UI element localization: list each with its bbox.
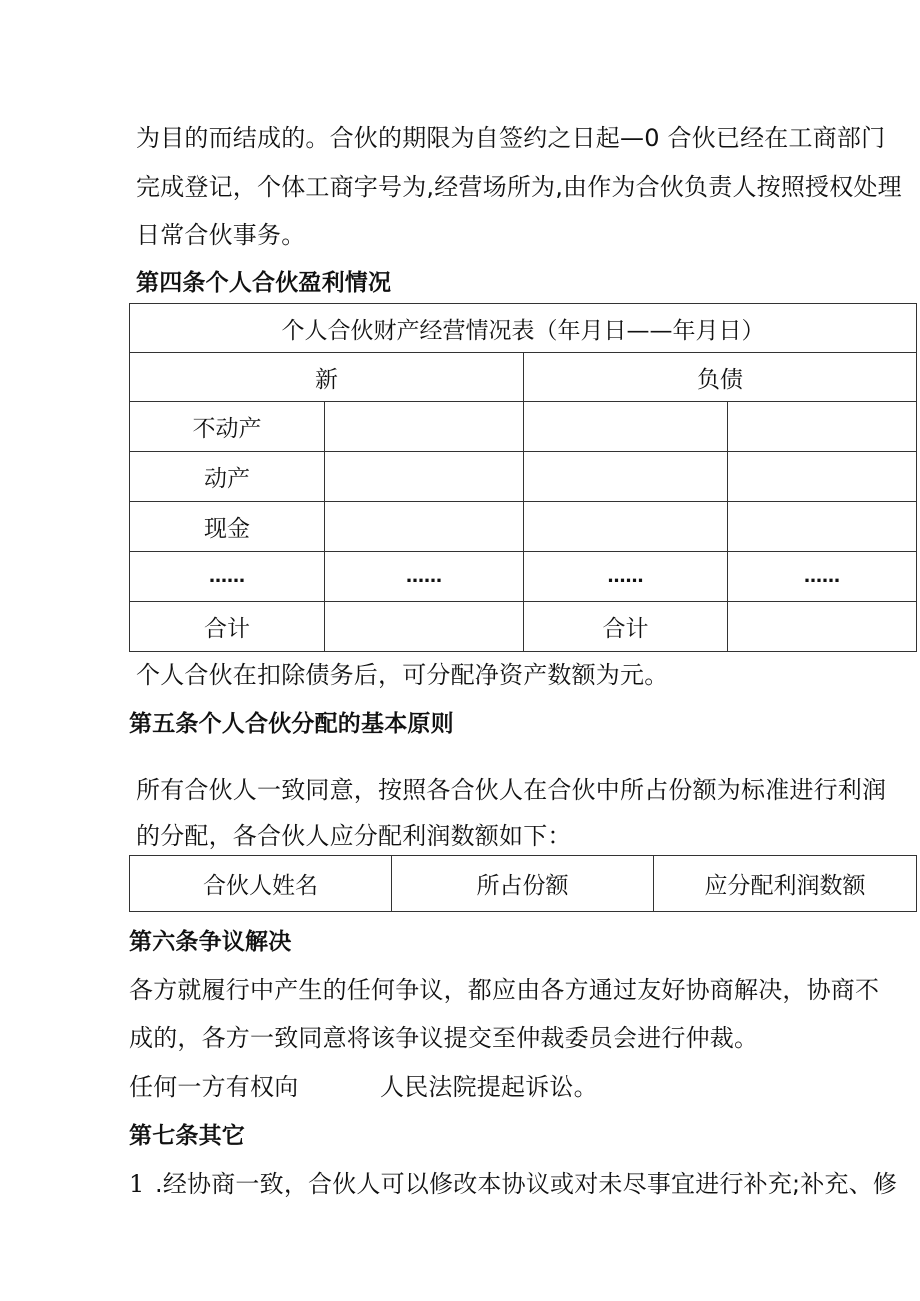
table-cell: …… [130, 552, 325, 602]
table-cell [524, 452, 728, 502]
paragraph-line-end: 人民法院提起诉讼。 [380, 1073, 598, 1101]
paragraph-line: 所有合伙人一致同意，按照各合伙人在合伙中所占份额为标准进行利润 [136, 776, 887, 804]
table-cell [325, 402, 524, 452]
table-column-header: 应分配利润数额 [654, 856, 917, 912]
table-cell [524, 402, 728, 452]
table-row [130, 602, 917, 652]
paragraph-line: 的分配，各合伙人应分配利润数额如下： [136, 822, 572, 850]
table-note: 个人合伙在扣除债务后，可分配净资产数额为元。 [136, 661, 669, 689]
article-heading: 第四条个人合伙盈利情况 [136, 270, 392, 296]
table-cell [325, 502, 524, 552]
distribution-table [129, 855, 917, 912]
paragraph-line: 各方就履行中产生的任何争议，都应由各方通过友好协商解决，协商不 [129, 976, 880, 1004]
table-cell: 不动产 [130, 402, 325, 452]
table-cell: 现金 [130, 502, 325, 552]
table-column-header: 所占份额 [392, 856, 654, 912]
paragraph-line: 成的，各方一致同意将该争议提交至仲裁委员会进行仲裁。 [129, 1024, 759, 1052]
list-item-number: 1 [129, 1170, 145, 1198]
table-cell [728, 402, 917, 452]
paragraph-line: 完成登记，个体工商字号为,经营场所为,由作为合伙负责人按照授权处理 [136, 173, 902, 201]
table-cell: 合计 [130, 602, 325, 652]
table-cell: …… [524, 552, 728, 602]
table-column-header: 负债 [524, 353, 917, 402]
article-heading: 第七条其它 [129, 1123, 245, 1149]
table-cell: 动产 [130, 452, 325, 502]
table-row [130, 402, 917, 452]
table-column-header: 合伙人姓名 [130, 856, 392, 912]
table-cell [325, 602, 524, 652]
paragraph-line: 为目的而结成的。合伙的期限为自签约之日起—0 合伙已经在工商部门 [136, 124, 886, 152]
table-column-header: 新 [130, 353, 524, 402]
paragraph-line: 日常合伙事务。 [136, 221, 306, 249]
table-row [130, 502, 917, 552]
table-cell: 合计 [524, 602, 728, 652]
table-cell: …… [325, 552, 524, 602]
table-row [130, 452, 917, 502]
table-cell [728, 602, 917, 652]
table-cell [728, 502, 917, 552]
table-cell [325, 452, 524, 502]
table-cell: …… [728, 552, 917, 602]
table-cell [524, 502, 728, 552]
article-heading: 第六条争议解决 [129, 929, 292, 955]
table-title: 个人合伙财产经营情况表（年月日——年月日） [130, 304, 917, 353]
table-cell [728, 452, 917, 502]
property-table [129, 303, 917, 652]
table-row [130, 552, 917, 602]
paragraph-line-start: 任何一方有权向 [129, 1073, 299, 1101]
article-heading: 第五条个人合伙分配的基本原则 [129, 711, 454, 737]
list-item-text: .经协商一致，合伙人可以修改本协议或对未尽事宜进行补充;补充、修 [155, 1170, 898, 1198]
